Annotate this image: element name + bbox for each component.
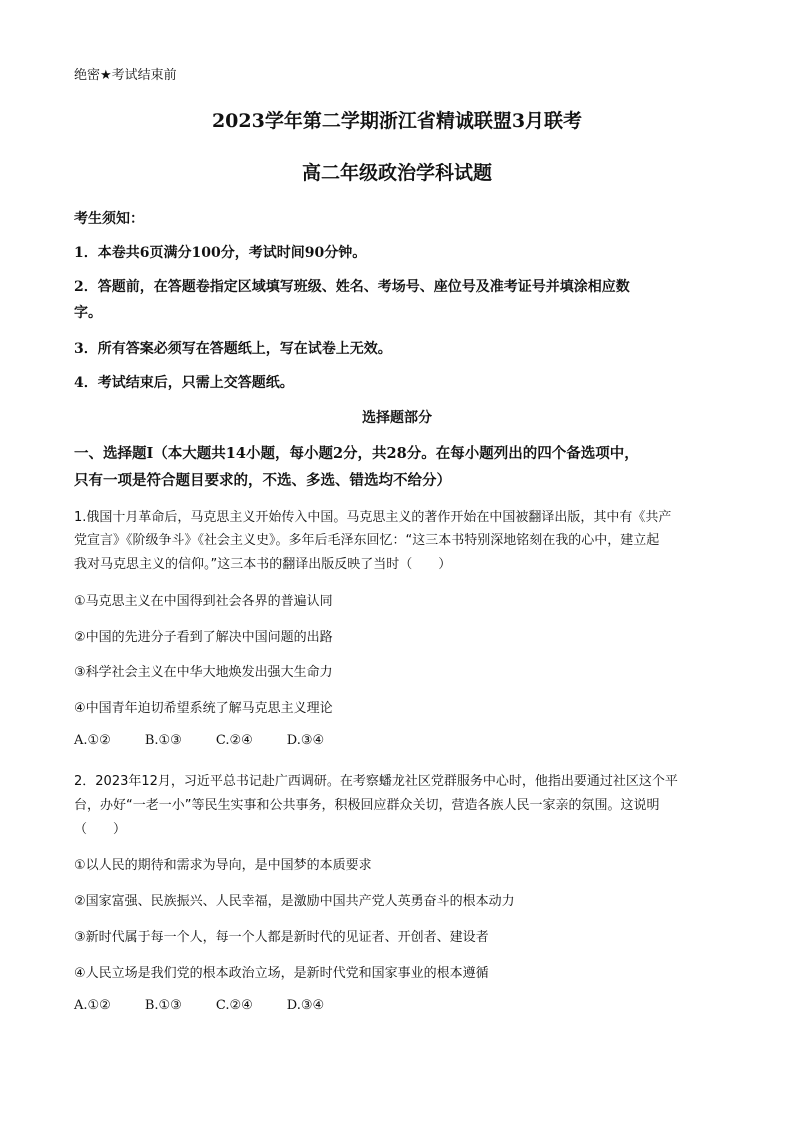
confidential-label: 绝密★考试结束前 bbox=[74, 68, 177, 83]
choice-a[interactable]: A.①② bbox=[74, 998, 111, 1013]
choice-b[interactable]: B.①③ bbox=[144, 733, 182, 748]
note-item: 2．答题前，在答题卷指定区域填写班级、姓名、考场号、座位号及准考证号并填涂相应数 bbox=[74, 279, 630, 295]
note-item: 3．所有答案必须写在答题纸上，写在试卷上无效。 bbox=[74, 341, 392, 357]
question-2-option: ④人民立场是我们党的根本政治立场，是新时代党和国家事业的根本遵循 bbox=[74, 966, 489, 981]
choice-b[interactable]: B.①③ bbox=[144, 998, 182, 1013]
question-2-stem: 2．2023年12月，习近平总书记赴广西调研。在考察蟠龙社区党群服务中心时，他指出要通过社区这个平 bbox=[74, 774, 678, 789]
question-2-option: ③新时代属于每一个人，每一个人都是新时代的见证者、开创者、建设者 bbox=[74, 930, 489, 945]
note-item: 4．考试结束后，只需上交答题纸。 bbox=[74, 375, 294, 391]
choice-c[interactable]: C.②④ bbox=[215, 733, 253, 748]
choice-a[interactable]: A.①② bbox=[74, 733, 111, 748]
exam-title: 2023学年第二学期浙江省精诚联盟3月联考 bbox=[211, 110, 583, 132]
question-1-stem: 党宣言》《阶级争斗》《社会主义史》。多年后毛泽东回忆：“这三本书特别深地铭刻在我的心中，建立起 bbox=[74, 533, 660, 548]
question-2-option: ②国家富强、民族振兴、人民幸福，是激励中国共产党人英勇奋斗的根本动力 bbox=[74, 894, 515, 909]
question-2-option: ①以人民的期待和需求为导向，是中国梦的本质要求 bbox=[74, 858, 372, 873]
question-1-option: ③科学社会主义在中华大地焕发出强大生命力 bbox=[74, 665, 333, 680]
question-1-option: ④中国青年迫切希望系统了解马克思主义理论 bbox=[74, 701, 333, 716]
part-heading: 一、选择题Ⅰ（本大题共14小题，每小题2分，共28分。在每小题列出的四个备选项中， bbox=[74, 445, 639, 462]
choice-d[interactable]: D.③④ bbox=[286, 998, 325, 1013]
question-1-option: ②中国的先进分子看到了解决中国问题的出路 bbox=[74, 630, 333, 645]
question-1-stem: 1.俄国十月革命后，马克思主义开始传入中国。马克思主义的著作开始在中国被翻译出版，其中有《共产 bbox=[74, 510, 672, 525]
part-heading: 只有一项是符合题目要求的，不选、多选、错选均不给分） bbox=[74, 472, 451, 489]
question-2-choices bbox=[74, 998, 720, 1013]
choice-c[interactable]: C.②④ bbox=[215, 998, 253, 1013]
note-item: 1．本卷共6页满分100分，考试时间90分钟。 bbox=[74, 245, 367, 261]
notes-heading: 考生须知： bbox=[74, 211, 144, 227]
question-1-stem: 我对马克思主义的信仰。”这三本书的翻译出版反映了当时（ ） bbox=[74, 557, 452, 572]
question-1-option: ①马克思主义在中国得到社会各界的普遍认同 bbox=[74, 594, 333, 609]
choice-d[interactable]: D.③④ bbox=[286, 733, 325, 748]
exam-subtitle: 高二年级政治学科试题 bbox=[301, 162, 492, 184]
question-2-stem: 台，办好“一老一小”等民生实事和公共事务，积极回应群众关切，营造各族人民一家亲的氛围。这说明 bbox=[74, 798, 660, 813]
section-title: 选择题部分 bbox=[362, 410, 432, 426]
question-1-choices bbox=[74, 733, 720, 748]
question-2-stem: （ ） bbox=[74, 822, 127, 837]
note-item: 字。 bbox=[74, 305, 102, 321]
